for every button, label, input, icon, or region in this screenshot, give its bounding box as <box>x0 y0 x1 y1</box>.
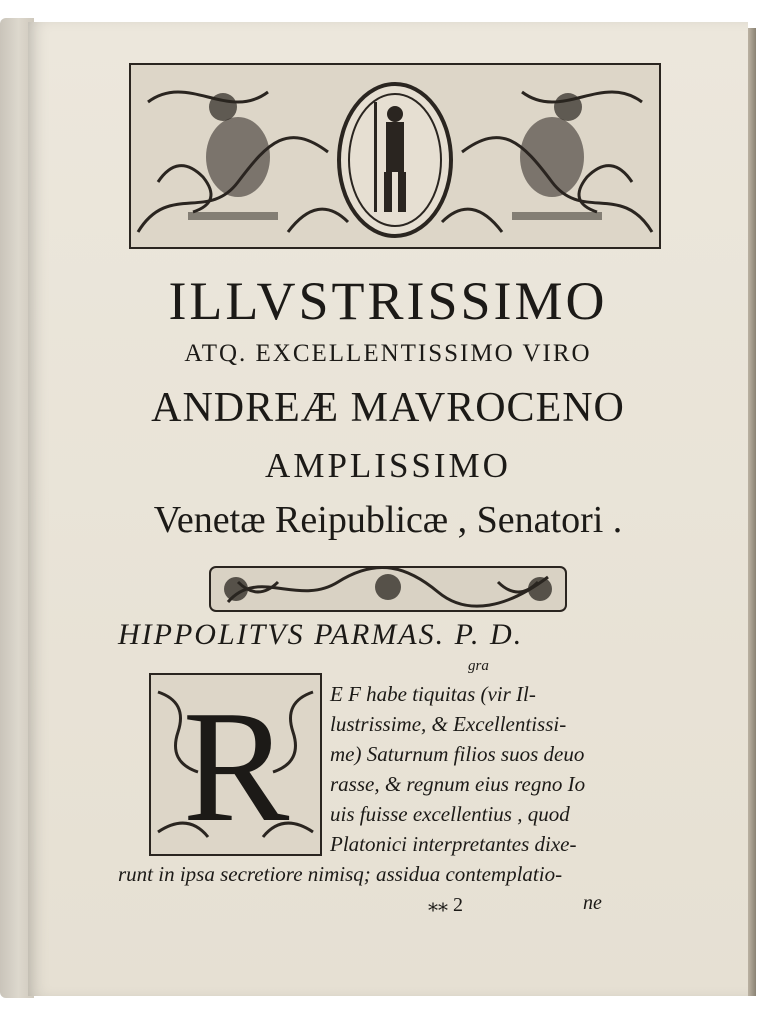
initial-letter: R <box>182 677 290 855</box>
body-line-3: me) Saturnum filios suos deuo <box>330 742 585 766</box>
body-line-7: runt in ipsa secretiore nimisq; assidua contemplatio- <box>118 862 563 886</box>
catchword: ne <box>583 892 602 914</box>
dedication-line-4: AMPLISSIMO <box>265 446 511 485</box>
book-page <box>28 22 748 996</box>
body-line-2: lustrissime, & Excellentissi- <box>330 712 567 736</box>
dedication-line-1: ILLVSTRISSIMO <box>168 271 608 331</box>
body-line-6: Platonici interpretantes dixe- <box>330 832 577 856</box>
salutation: HIPPOLITVS PARMAS. P. D. <box>118 618 524 651</box>
ornamental-band <box>208 557 568 617</box>
signature-mark: ⁎⁎ 2 <box>428 894 463 916</box>
decorated-initial <box>148 672 323 857</box>
dedication-line-3: ANDREÆ MAVROCENO <box>151 385 625 431</box>
dedication-line-2: ATQ. EXCELLENTISSIMO VIRO <box>184 340 592 367</box>
dedication-line-5: Venetæ Reipublicæ , Senatori . <box>153 499 623 541</box>
body-line-4: rasse, & regnum eius regno Io <box>330 772 586 796</box>
body-line-5: uis fuisse excellentius , quod <box>330 802 570 826</box>
woodcut-headpiece <box>128 62 662 250</box>
body-line-1: E F habe tiquitas (vir Il- <box>330 682 536 706</box>
salutation-insert: gra <box>468 658 489 674</box>
